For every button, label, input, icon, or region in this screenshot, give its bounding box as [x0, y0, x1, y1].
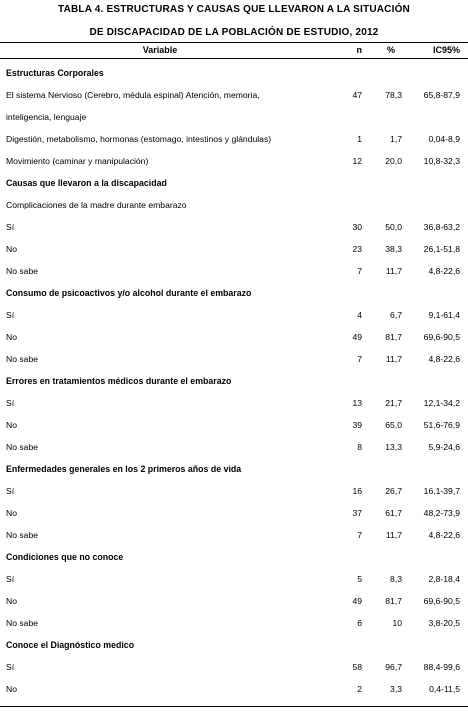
table-row — [0, 90, 468, 104]
cell-n: 7 — [357, 530, 362, 540]
header-top-rule — [0, 42, 468, 43]
table-row — [0, 134, 468, 148]
cell-n: 58 — [352, 662, 362, 672]
section-header-row — [0, 464, 468, 478]
row-label: No — [6, 420, 17, 430]
table-row — [0, 354, 468, 368]
cell-n: 49 — [352, 332, 362, 342]
section-header-row — [0, 552, 468, 566]
cell-ic95: 48,2-73,9 — [423, 508, 460, 518]
table-row — [0, 508, 468, 522]
row-label: Sí — [6, 222, 15, 232]
row-label: No — [6, 684, 17, 694]
cell-ic95: 26,1-51,8 — [423, 244, 460, 254]
cell-n: 30 — [352, 222, 362, 232]
row-label: No — [6, 244, 17, 254]
cell-ic95: 69,6-90,5 — [423, 332, 460, 342]
table-row — [0, 684, 468, 698]
section-label: Conoce el Diagnóstico medico — [6, 640, 135, 650]
table-row — [0, 332, 468, 346]
row-label: Movimiento (caminar y manipulación) — [6, 156, 149, 166]
cell-ic95: 5,9-24,6 — [428, 442, 460, 452]
cell-percent: 21,7 — [385, 398, 402, 408]
cell-ic95: 88,4-99,6 — [423, 662, 460, 672]
row-label: Sí — [6, 662, 15, 672]
row-label: No — [6, 596, 17, 606]
cell-n: 12 — [352, 156, 362, 166]
table-row — [0, 156, 468, 170]
header-bottom-rule — [0, 58, 468, 59]
cell-ic95: 9,1-61,4 — [428, 310, 460, 320]
cell-percent: 8,3 — [390, 574, 402, 584]
cell-ic95: 10,8-32,3 — [423, 156, 460, 166]
row-label: No sabe — [6, 618, 39, 628]
table-row — [0, 618, 468, 632]
cell-percent: 11,7 — [385, 354, 402, 364]
cell-n: 7 — [357, 354, 362, 364]
cell-n: 13 — [352, 398, 362, 408]
header-n: n — [356, 45, 362, 55]
cell-percent: 96,7 — [385, 662, 402, 672]
cell-percent: 20,0 — [385, 156, 402, 166]
cell-percent: 3,3 — [390, 684, 402, 694]
row-label: Sí — [6, 486, 15, 496]
section-header-row — [0, 288, 468, 302]
cell-ic95: 0,04-8,9 — [428, 134, 460, 144]
table-row — [0, 662, 468, 676]
row-label: Sí — [6, 574, 15, 584]
section-label: Causas que llevaron a la discapacidad — [6, 178, 167, 188]
table-title-line1: TABLA 4. ESTRUCTURAS Y CAUSAS QUE LLEVARON A LA SITUACIÓN — [58, 4, 410, 15]
table-row — [0, 310, 468, 324]
cell-percent: 50,0 — [385, 222, 402, 232]
cell-percent: 38,3 — [385, 244, 402, 254]
row-label: Sí — [6, 398, 15, 408]
row-label: Complicaciones de la madre durante embarazo — [6, 200, 187, 210]
row-label: No sabe — [6, 530, 39, 540]
cell-ic95: 0,4-11,5 — [429, 684, 460, 694]
cell-percent: 78,3 — [385, 90, 402, 100]
cell-n: 49 — [352, 596, 362, 606]
cell-n: 4 — [357, 310, 362, 320]
cell-n: 2 — [357, 684, 362, 694]
row-label: No sabe — [6, 266, 39, 276]
row-label: No sabe — [6, 442, 39, 452]
cell-ic95: 51,6-76,9 — [423, 420, 460, 430]
cell-ic95: 36,8-63,2 — [423, 222, 460, 232]
cell-percent: 65,0 — [385, 420, 402, 430]
cell-ic95: 4,8-22,6 — [428, 266, 460, 276]
section-label: Consumo de psicoactivos y/o alcohol durante el embarazo — [6, 288, 252, 298]
cell-percent: 6,7 — [390, 310, 402, 320]
row-label: No — [6, 332, 17, 342]
table-row — [0, 574, 468, 588]
section-label: Errores en tratamientos médicos durante el embarazo — [6, 376, 232, 386]
cell-n: 7 — [357, 266, 362, 276]
cell-ic95: 4,8-22,6 — [428, 530, 460, 540]
section-header-row — [0, 178, 468, 192]
cell-n: 5 — [357, 574, 362, 584]
cell-n: 23 — [352, 244, 362, 254]
cell-ic95: 2,8-18,4 — [428, 574, 460, 584]
section-header-row — [0, 68, 468, 82]
cell-ic95: 16,1-39,7 — [423, 486, 460, 496]
table-row — [0, 222, 468, 236]
cell-ic95: 65,8-87,9 — [423, 90, 460, 100]
table-row — [0, 420, 468, 434]
cell-n: 6 — [357, 618, 362, 628]
cell-ic95: 3,8-20,5 — [428, 618, 460, 628]
cell-percent: 10 — [392, 618, 402, 628]
cell-ic95: 12,1-34,2 — [423, 398, 460, 408]
cell-ic95: 69,6-90,5 — [423, 596, 460, 606]
row-label: No — [6, 508, 17, 518]
section-header-row — [0, 376, 468, 390]
section-header-row — [0, 640, 468, 654]
cell-percent: 13,3 — [385, 442, 402, 452]
table-row — [0, 486, 468, 500]
cell-percent: 81,7 — [385, 596, 402, 606]
header-pct: % — [386, 45, 395, 55]
table-row — [0, 530, 468, 544]
cell-n: 39 — [352, 420, 362, 430]
table-row — [0, 244, 468, 258]
row-label: No sabe — [6, 354, 39, 364]
cell-n: 8 — [357, 442, 362, 452]
table-row — [0, 112, 468, 126]
header-variable: Variable — [142, 45, 178, 55]
cell-percent: 11,7 — [385, 266, 402, 276]
header-ic95: IC95% — [432, 45, 460, 55]
cell-n: 16 — [352, 486, 362, 496]
table-title-line2: DE DISCAPACIDAD DE LA POBLACIÓN DE ESTUDIO, 2012 — [89, 27, 379, 38]
table-bottom-rule — [0, 706, 468, 707]
row-label: Digestión, metabolismo, hormonas (estomago, intestinos y glándulas) — [6, 134, 272, 144]
row-label: inteligencia, lenguaje — [6, 112, 87, 122]
cell-n: 37 — [352, 508, 362, 518]
row-label: El sistema Nervioso (Cerebro, médula espinal) Atención, memoria, — [6, 90, 260, 100]
cell-percent: 1,7 — [390, 134, 402, 144]
table-row — [0, 398, 468, 412]
cell-percent: 26,7 — [385, 486, 402, 496]
cell-percent: 61,7 — [385, 508, 402, 518]
table-row — [0, 442, 468, 456]
cell-percent: 81,7 — [385, 332, 402, 342]
table-row — [0, 200, 468, 214]
table-row — [0, 266, 468, 280]
cell-n: 1 — [357, 134, 362, 144]
row-label: Sí — [6, 310, 15, 320]
cell-ic95: 4,8-22,6 — [428, 354, 460, 364]
table-row — [0, 596, 468, 610]
section-label: Enfermedades generales en los 2 primeros años de vida — [6, 464, 242, 474]
cell-n: 47 — [352, 90, 362, 100]
cell-percent: 11,7 — [385, 530, 402, 540]
section-label: Condiciones que no conoce — [6, 552, 124, 562]
section-label: Estructuras Corporales — [6, 68, 104, 78]
